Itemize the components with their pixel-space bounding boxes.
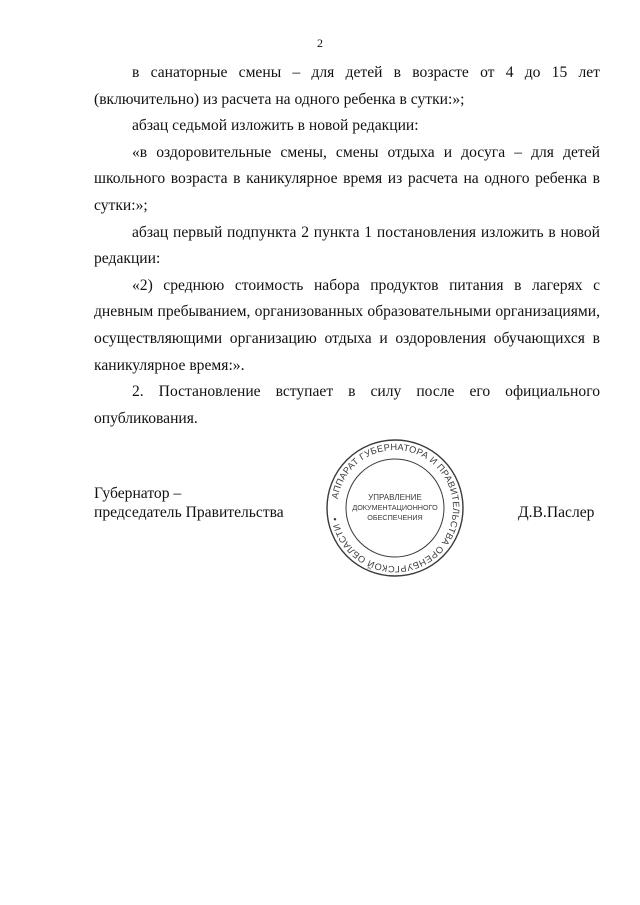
signatory-title-line1: Губернатор –: [94, 485, 182, 502]
page-number: 2: [317, 36, 323, 50]
stamp-inner-line2: ДОКУМЕНТАЦИОННОГО: [352, 503, 438, 512]
paragraph-3: «в оздоровительные смены, смены отдыха и досуга – для детей школьного возраста в каникулярное время из расчета на одного ребенка в сутки:»;: [94, 143, 600, 214]
signatory-name: Д.В.Паслер: [518, 504, 595, 521]
stamp-outer-text: АППАРАТ ГУБЕРНАТОРА И ПРАВИТЕЛЬСТВА ОРЕНБУРГСКОЙ ОБЛАСТИ •: [329, 441, 462, 575]
signatory-title-line2: председатель Правительства: [94, 504, 284, 521]
official-stamp: [325, 438, 465, 578]
signatory-title: [94, 484, 284, 522]
document-body: [94, 60, 600, 432]
stamp-inner-line1: УПРАВЛЕНИЕ: [368, 493, 422, 502]
paragraph-2: абзац седьмой изложить в новой редакции:: [132, 117, 419, 135]
paragraph-5: «2) среднюю стоимость набора продуктов питания в лагерях с дневным пребыванием, организованных образовательными организациями, осуществляющими организацию отдыха и оздоровления обучающихся в каникулярное время:».: [94, 276, 600, 374]
stamp-inner-line3: ОБЕСПЕЧЕНИЯ: [367, 513, 423, 522]
paragraph-1: в санаторные смены – для детей в возрасте от 4 до 15 лет (включительно) из расчета на одного ребенка в сутки:»;: [94, 64, 600, 108]
paragraph-4: абзац первый подпункта 2 пункта 1 постановления изложить в новой редакции:: [94, 223, 600, 268]
paragraph-6: 2. Постановление вступает в силу после его официального опубликования.: [94, 383, 600, 427]
